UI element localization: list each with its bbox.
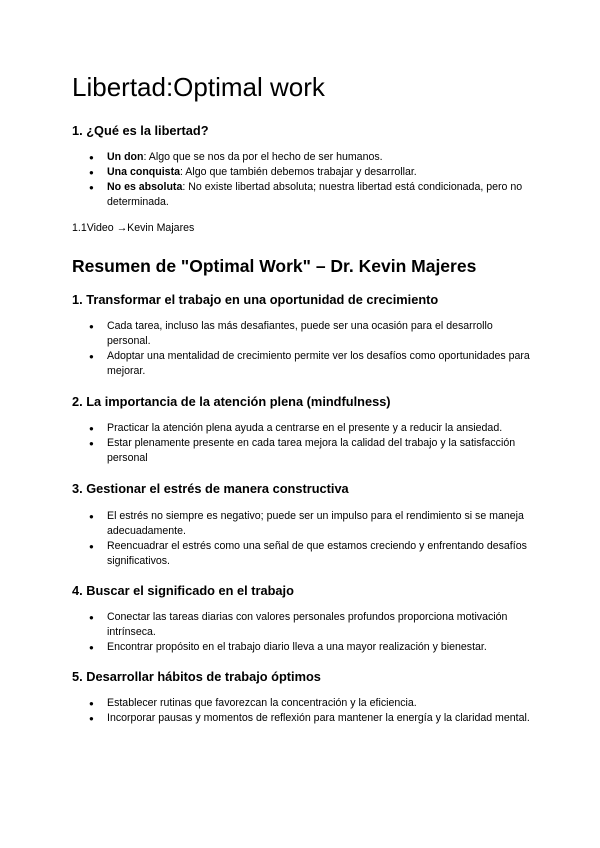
list-item: ● Incorporar pausas y momentos de reflexión para mantener la energía y la claridad mental. (72, 711, 532, 726)
list-item (72, 180, 532, 210)
list-item-text: : Algo que se nos da por el hecho de ser humanos. (143, 151, 383, 163)
section-5-list (72, 696, 532, 726)
list-item (72, 150, 532, 165)
section-heading-2: 2. La importancia de la atención plena (mindfulness) (72, 394, 391, 409)
list-item-text: : Algo que también debemos trabajar y desarrollar. (180, 166, 417, 178)
list-item-term: Un don (107, 151, 144, 163)
list-item (72, 165, 532, 180)
document-title: Libertad:Optimal work (72, 72, 325, 102)
libertad-list (72, 150, 532, 210)
list-item-term: Una conquista (107, 166, 180, 178)
list-item: ● Practicar la atención plena ayuda a centrarse en el presente y a reducir la ansiedad. (72, 421, 532, 436)
section-2-list (72, 421, 532, 466)
list-item-term: No es absoluta (107, 181, 183, 193)
list-item: ● Estar plenamente presente en cada tarea mejora la calidad del trabajo y la satisfacción personal (72, 436, 532, 466)
section-3-list (72, 509, 532, 569)
section-heading-1: 1. Transformar el trabajo en una oportunidad de crecimiento (72, 292, 439, 307)
section-heading-3: 3. Gestionar el estrés de manera constructiva (72, 481, 349, 496)
section-heading-5: 5. Desarrollar hábitos de trabajo óptimos (72, 669, 321, 684)
section-heading-4: 4. Buscar el significado en el trabajo (72, 583, 294, 598)
list-item: ● Encontrar propósito en el trabajo diario lleva a una mayor realización y bienestar. (72, 640, 532, 655)
list-item: ● Adoptar una mentalidad de crecimiento permite ver los desafíos como oportunidades para mejorar. (72, 349, 532, 379)
video-note: 1.1Video →Kevin Majares (72, 222, 195, 234)
list-item: ● Cada tarea, incluso las más desafiantes, puede ser una ocasión para el desarrollo personal. (72, 319, 532, 349)
list-item: ● Reencuadrar el estrés como una señal de que estamos creciendo y enfrentando desafíos significativos. (72, 539, 532, 569)
list-item: ● Conectar las tareas diarias con valores personales profundos proporciona motivación intrínseca. (72, 610, 532, 640)
list-item: ● El estrés no siempre es negativo; puede ser un impulso para el rendimiento si se maneja adecuadamente. (72, 509, 532, 539)
summary-title: Resumen de "Optimal Work" – Dr. Kevin Majeres (72, 256, 477, 276)
list-item-text: : No existe libertad absoluta; nuestra libertad está condicionada, pero no determinada. (107, 181, 523, 208)
section-heading-libertad: 1. ¿Qué es la libertad? (72, 123, 209, 138)
section-4-list (72, 610, 532, 655)
section-1-list (72, 319, 532, 379)
list-item: ● Establecer rutinas que favorezcan la concentración y la eficiencia. (72, 696, 532, 711)
